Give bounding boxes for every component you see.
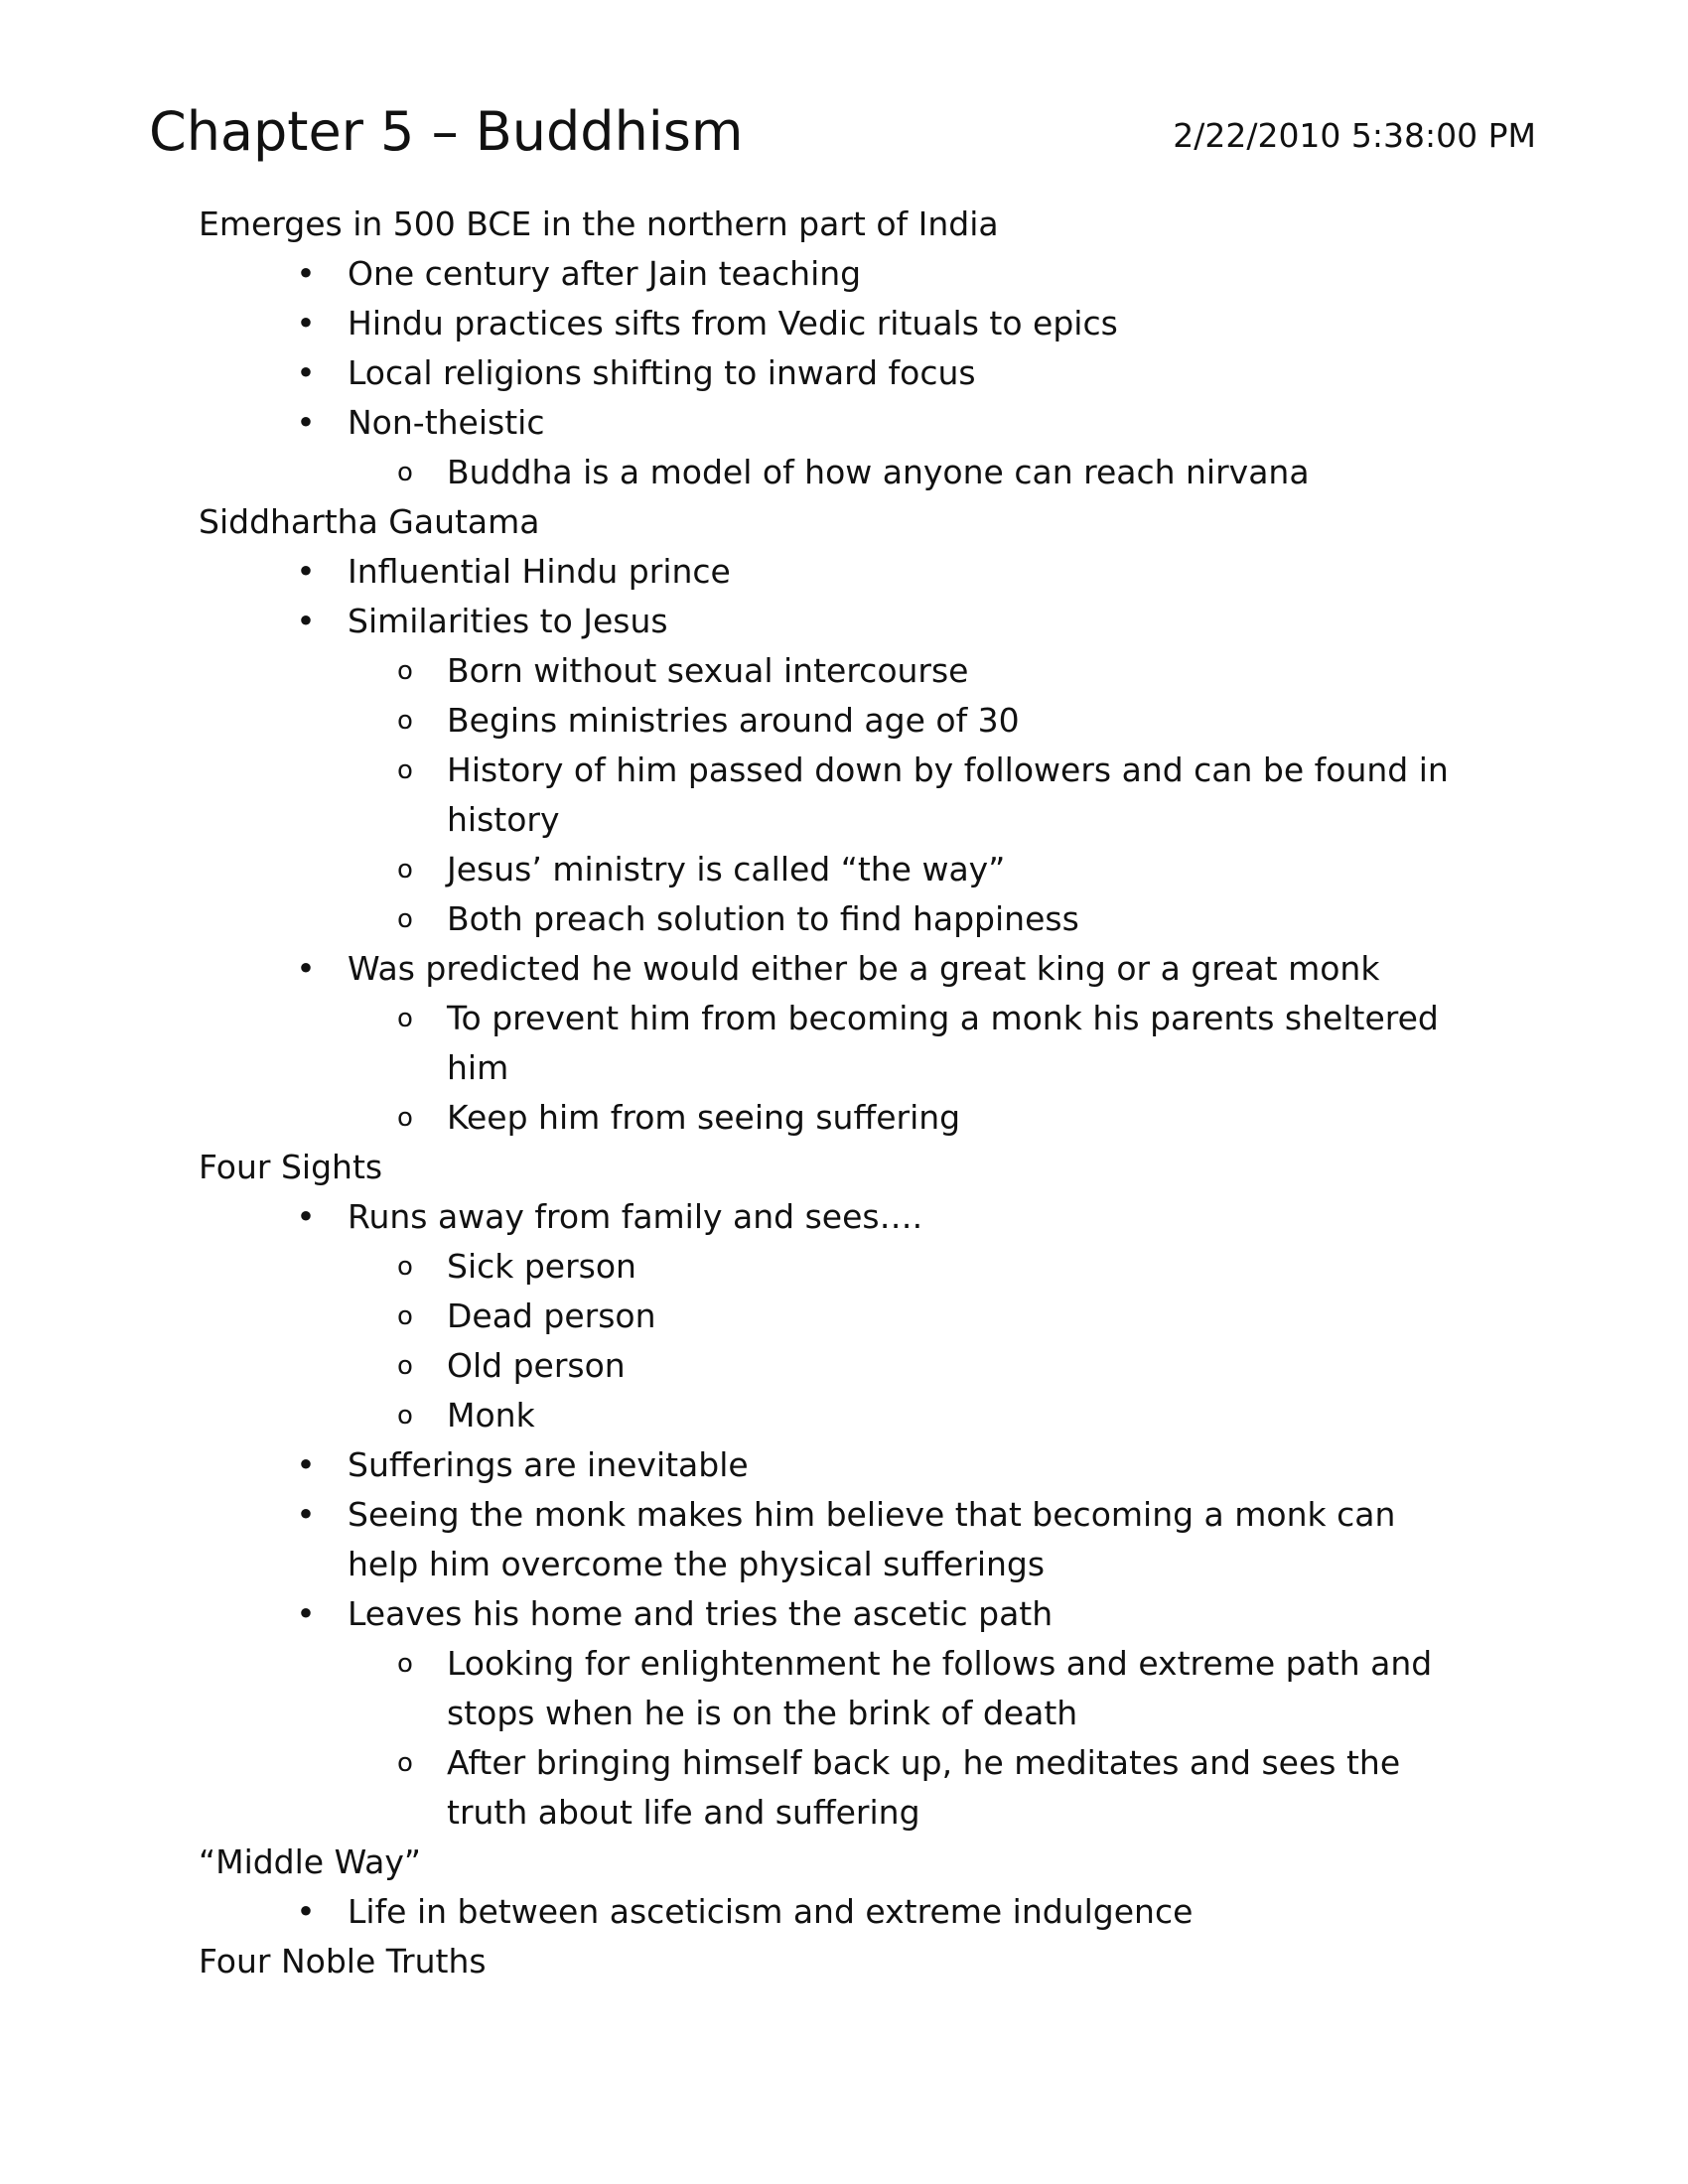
item-text-line: Seeing the monk makes him believe that becoming a monk can bbox=[348, 1495, 1396, 1534]
section-heading: Four Noble Truths bbox=[199, 1942, 487, 1980]
bullet-icon: • bbox=[296, 1197, 316, 1236]
bullet-item bbox=[199, 249, 1549, 299]
sub-bullet-item bbox=[199, 1242, 1549, 1292]
hollow-circle-bullet-icon: o bbox=[397, 904, 413, 934]
sub-bullet-item bbox=[199, 845, 1549, 894]
sub-bullet-item bbox=[199, 994, 1549, 1093]
item-text-line: Hindu practices sifts from Vedic rituals to epics bbox=[348, 304, 1118, 342]
section-heading: Siddhartha Gautama bbox=[199, 502, 540, 541]
bullet-item bbox=[199, 1490, 1549, 1589]
item-text-line: Sufferings are inevitable bbox=[348, 1445, 749, 1484]
sub-bullet-item bbox=[199, 448, 1549, 497]
page-title: Chapter 5 – Buddhism bbox=[149, 100, 744, 163]
bullet-item bbox=[199, 1589, 1549, 1639]
hollow-circle-bullet-icon: o bbox=[397, 1103, 413, 1133]
page-timestamp: 2/22/2010 5:38:00 PM bbox=[1173, 116, 1536, 155]
bullet-icon: • bbox=[296, 1892, 316, 1931]
hollow-circle-bullet-icon: o bbox=[397, 1748, 413, 1778]
hollow-circle-bullet-icon: o bbox=[397, 1301, 413, 1331]
bullet-icon: • bbox=[296, 602, 316, 640]
hollow-circle-bullet-icon: o bbox=[397, 1401, 413, 1431]
bullet-item bbox=[199, 1440, 1549, 1490]
item-text-line: Old person bbox=[447, 1346, 626, 1385]
bullet-icon: • bbox=[296, 1594, 316, 1633]
item-text-line: truth about life and suffering bbox=[447, 1793, 920, 1832]
hollow-circle-bullet-icon: o bbox=[397, 1252, 413, 1282]
item-text-line: Born without sexual intercourse bbox=[447, 651, 969, 690]
hollow-circle-bullet-icon: o bbox=[397, 458, 413, 487]
bullet-icon: • bbox=[296, 353, 316, 392]
item-text-line: history bbox=[447, 800, 560, 839]
item-text-line: Was predicted he would either be a great king or a great monk bbox=[348, 949, 1380, 988]
item-text-line: Local religions shifting to inward focus bbox=[348, 353, 976, 392]
bullet-item bbox=[199, 299, 1549, 348]
item-text-line: Dead person bbox=[447, 1297, 656, 1335]
hollow-circle-bullet-icon: o bbox=[397, 755, 413, 785]
sub-bullet-item bbox=[199, 1738, 1549, 1838]
item-text-line: Monk bbox=[447, 1396, 535, 1434]
section-heading: “Middle Way” bbox=[199, 1843, 421, 1881]
section-heading: Four Sights bbox=[199, 1148, 383, 1186]
item-text-line: Sick person bbox=[447, 1247, 636, 1286]
bullet-icon: • bbox=[296, 304, 316, 342]
item-text-line: History of him passed down by followers and can be found in bbox=[447, 751, 1449, 789]
bullet-item bbox=[199, 944, 1549, 994]
note-section bbox=[199, 200, 1549, 497]
note-section bbox=[199, 497, 1549, 1143]
sub-bullet-item bbox=[199, 1093, 1549, 1143]
bullet-item bbox=[199, 597, 1549, 646]
bullet-item bbox=[199, 348, 1549, 398]
bullet-icon: • bbox=[296, 1445, 316, 1484]
hollow-circle-bullet-icon: o bbox=[397, 1351, 413, 1381]
hollow-circle-bullet-icon: o bbox=[397, 855, 413, 885]
sub-bullet-item bbox=[199, 646, 1549, 696]
item-text-line: Non-theistic bbox=[348, 403, 545, 442]
section-heading: Emerges in 500 BCE in the northern part of India bbox=[199, 205, 999, 243]
hollow-circle-bullet-icon: o bbox=[397, 1004, 413, 1033]
sub-bullet-item bbox=[199, 1292, 1549, 1341]
item-text-line: Looking for enlightenment he follows and extreme path and bbox=[447, 1644, 1433, 1683]
item-text-line: Similarities to Jesus bbox=[348, 602, 668, 640]
sub-bullet-item bbox=[199, 1639, 1549, 1738]
item-text-line: Influential Hindu prince bbox=[348, 552, 731, 591]
item-text-line: Both preach solution to find happiness bbox=[447, 899, 1079, 938]
bullet-item bbox=[199, 547, 1549, 597]
sub-bullet-item bbox=[199, 696, 1549, 746]
hollow-circle-bullet-icon: o bbox=[397, 1649, 413, 1679]
sub-bullet-item bbox=[199, 894, 1549, 944]
item-text-line: Begins ministries around age of 30 bbox=[447, 701, 1020, 740]
sub-bullet-item bbox=[199, 1341, 1549, 1391]
bullet-icon: • bbox=[296, 552, 316, 591]
item-text-line: Jesus’ ministry is called “the way” bbox=[447, 850, 1006, 888]
bullet-icon: • bbox=[296, 254, 316, 293]
note-section bbox=[199, 1937, 1549, 1986]
item-text-line: stops when he is on the brink of death bbox=[447, 1694, 1078, 1732]
bullet-item bbox=[199, 1887, 1549, 1937]
item-text-line: Runs away from family and sees…. bbox=[348, 1197, 923, 1236]
sub-bullet-item bbox=[199, 1391, 1549, 1440]
item-text-line: Life in between asceticism and extreme indulgence bbox=[348, 1892, 1194, 1931]
bullet-icon: • bbox=[296, 1495, 316, 1534]
item-text-line: him bbox=[447, 1048, 509, 1087]
item-text-line: Keep him from seeing suffering bbox=[447, 1098, 961, 1137]
note-section bbox=[199, 1143, 1549, 1838]
bullet-item bbox=[199, 398, 1549, 448]
bullet-icon: • bbox=[296, 949, 316, 988]
item-text-line: Buddha is a model of how anyone can reach nirvana bbox=[447, 453, 1310, 491]
sub-bullet-item bbox=[199, 746, 1549, 845]
bullet-item bbox=[199, 1192, 1549, 1242]
item-text-line: To prevent him from becoming a monk his parents sheltered bbox=[447, 999, 1439, 1037]
item-text-line: After bringing himself back up, he meditates and sees the bbox=[447, 1743, 1401, 1782]
item-text-line: One century after Jain teaching bbox=[348, 254, 862, 293]
item-text-line: Leaves his home and tries the ascetic path bbox=[348, 1594, 1054, 1633]
item-text-line: help him overcome the physical sufferings bbox=[348, 1545, 1046, 1583]
hollow-circle-bullet-icon: o bbox=[397, 656, 413, 686]
hollow-circle-bullet-icon: o bbox=[397, 706, 413, 736]
notes-body bbox=[199, 200, 1549, 1986]
note-section bbox=[199, 1838, 1549, 1937]
bullet-icon: • bbox=[296, 403, 316, 442]
